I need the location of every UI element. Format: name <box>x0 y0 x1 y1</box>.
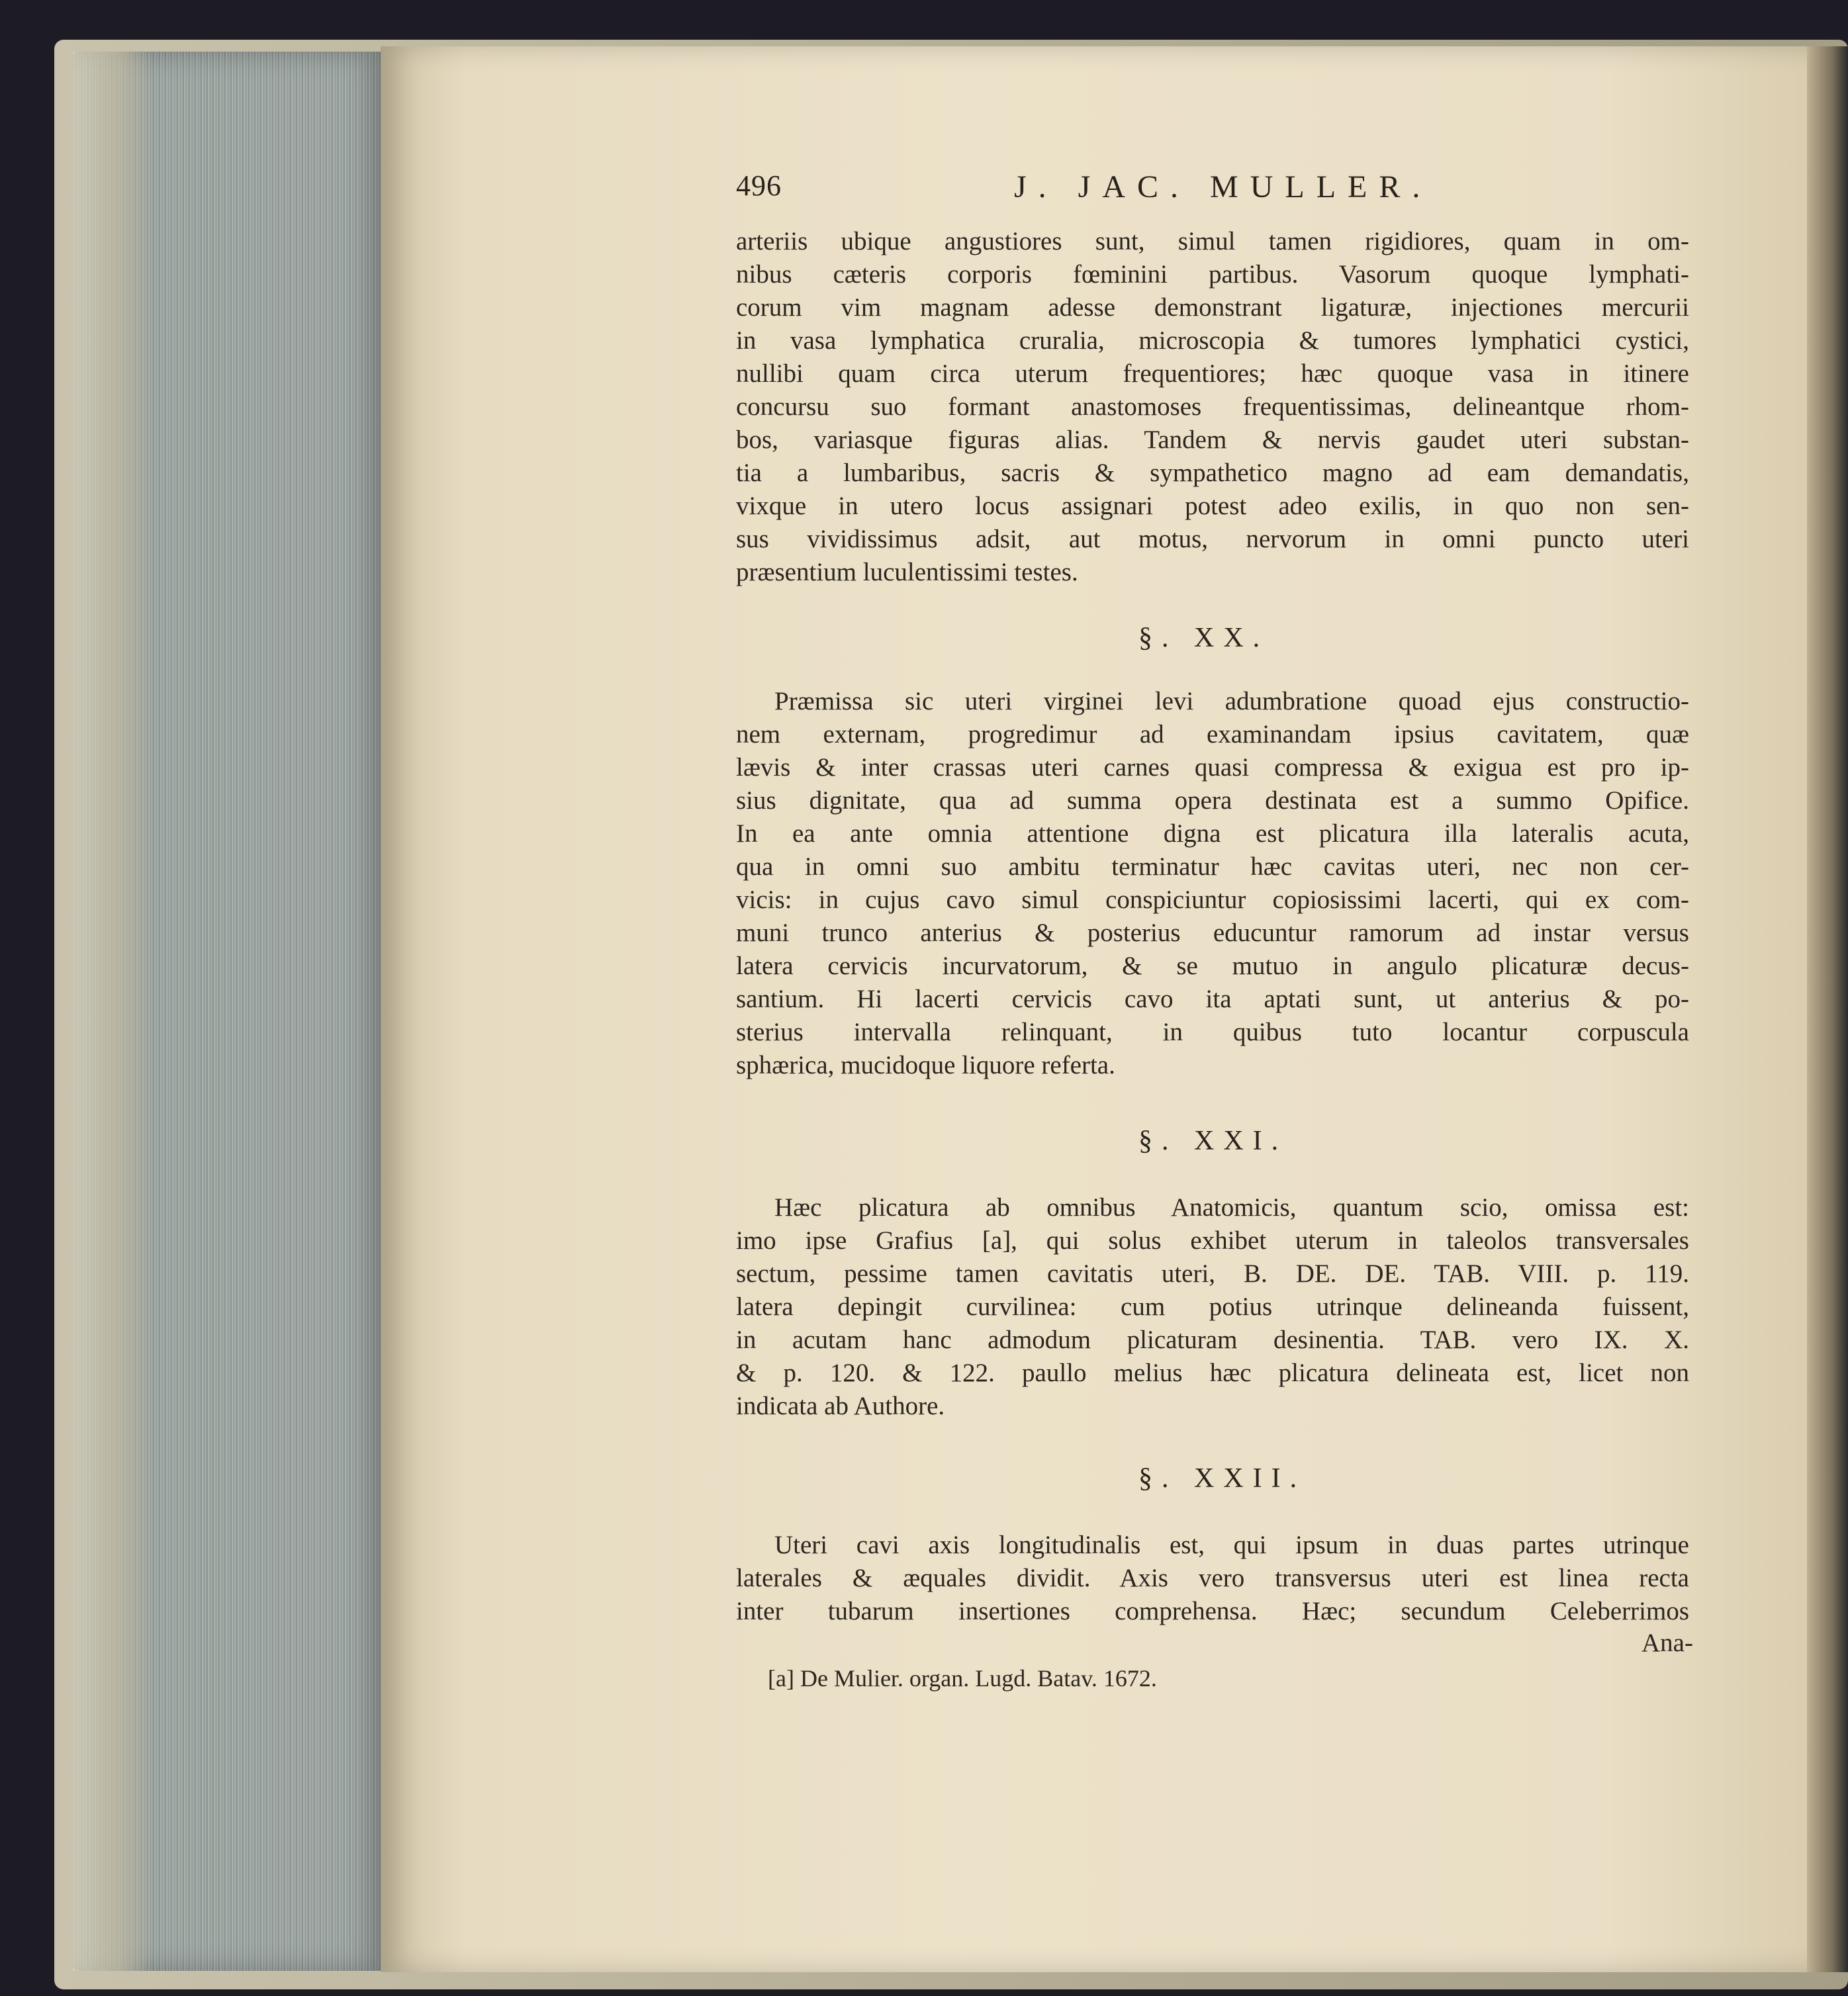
text-line: vixque in utero locus assignari potest adeo exilis, in quo non sen- <box>736 492 1689 520</box>
text-line: Uteri cavi axis longitudinalis est, qui ipsum in duas partes utrinque <box>774 1531 1689 1559</box>
text-line: sus vividissimus adsit, aut motus, nervorum in omni puncto uteri <box>736 525 1689 553</box>
text-line: concursu suo formant anastomoses frequentissimas, delineantque rhom- <box>736 392 1689 421</box>
book-gutter <box>1807 46 1848 1972</box>
running-title: J. JAC. MULLER. <box>1014 169 1432 204</box>
text-line: imo ipse Grafius [a], qui solus exhibet uterum in taleolos transversales <box>736 1226 1689 1255</box>
catchword: Ana- <box>1641 1629 1693 1657</box>
text-line: latera depingit curvilinea: cum potius utrinque delineanda fuissent, <box>736 1293 1689 1321</box>
text-line: In ea ante omnia attentione digna est plicatura illa lateralis acuta, <box>736 819 1689 848</box>
text-line: vicis: in cujus cavo simul conspiciuntur copiosissimi lacerti, qui ex com- <box>736 885 1689 914</box>
text-line: arteriis ubique angustiores sunt, simul tamen rigidiores, quam in om- <box>736 227 1689 255</box>
text-line: latera cervicis incurvatorum, & se mutuo in angulo plicaturæ decus- <box>736 952 1689 980</box>
text-line: lævis & inter crassas uteri carnes quasi compressa & exigua est pro ip- <box>736 753 1689 782</box>
section-heading-xx: §. XX. <box>1138 623 1270 653</box>
section-heading-xxii: §. XXII. <box>1138 1463 1307 1494</box>
text-line: sius dignitate, qua ad summa opera destinata est a summo Opifice. <box>736 786 1689 815</box>
text-line: sterius intervalla relinquant, in quibus tuto locantur corpuscula <box>736 1018 1689 1046</box>
text-line: in vasa lymphatica cruralia, microscopia & tumores lymphatici cystici, <box>736 326 1689 355</box>
text-line: inter tubarum insertiones comprehensa. Hæc; secundum Celeberrimos <box>736 1597 1689 1625</box>
text-line: sectum, pessime tamen cavitatis uteri, B. DE. DE. TAB. VIII. p. 119. <box>736 1259 1689 1288</box>
text-line: Præmissa sic uteri virginei levi adumbratione quoad ejus constructio- <box>774 687 1689 715</box>
page-number: 496 <box>736 169 782 202</box>
page-edges <box>73 52 391 1971</box>
running-head <box>736 169 1438 215</box>
text-line: qua in omni suo ambitu terminatur hæc cavitas uteri, nec non cer- <box>736 852 1689 881</box>
text-line: muni trunco anterius & posterius educuntur ramorum ad instar versus <box>736 919 1689 947</box>
text-line: santium. Hi lacerti cervicis cavo ita aptati sunt, ut anterius & po- <box>736 985 1689 1013</box>
text-line: præsentium luculentissimi testes. <box>736 558 1078 586</box>
text-line: Hæc plicatura ab omnibus Anatomicis, quantum scio, omissa est: <box>774 1193 1689 1222</box>
section-heading-xxi: §. XXI. <box>1138 1126 1288 1156</box>
text-line: nem externam, progredimur ad examinandam ipsius cavitatem, quæ <box>736 720 1689 748</box>
text-line: indicata ab Authore. <box>736 1392 945 1420</box>
footnote: [a] De Mulier. organ. Lugd. Batav. 1672. <box>768 1665 1157 1692</box>
text-line: nibus cæteris corporis fœminini partibus. Vasorum quoque lymphati- <box>736 260 1689 289</box>
text-line: & p. 120. & 122. paullo melius hæc plicatura delineata est, licet non <box>736 1359 1689 1387</box>
text-line: tia a lumbaribus, sacris & sympathetico magno ad eam demandatis, <box>736 459 1689 487</box>
text-line: bos, variasque figuras alias. Tandem & nervis gaudet uteri substan- <box>736 426 1689 454</box>
text-line: sphærica, mucidoque liquore referta. <box>736 1051 1115 1079</box>
text-line: corum vim magnam adesse demonstrant ligaturæ, injectiones mercurii <box>736 293 1689 322</box>
text-line: laterales & æquales dividit. Axis vero transversus uteri est linea recta <box>736 1564 1689 1592</box>
text-line: in acutam hanc admodum plicaturam desinentia. TAB. vero IX. X. <box>736 1326 1689 1354</box>
text-line: nullibi quam circa uterum frequentiores; hæc quoque vasa in itinere <box>736 359 1689 388</box>
